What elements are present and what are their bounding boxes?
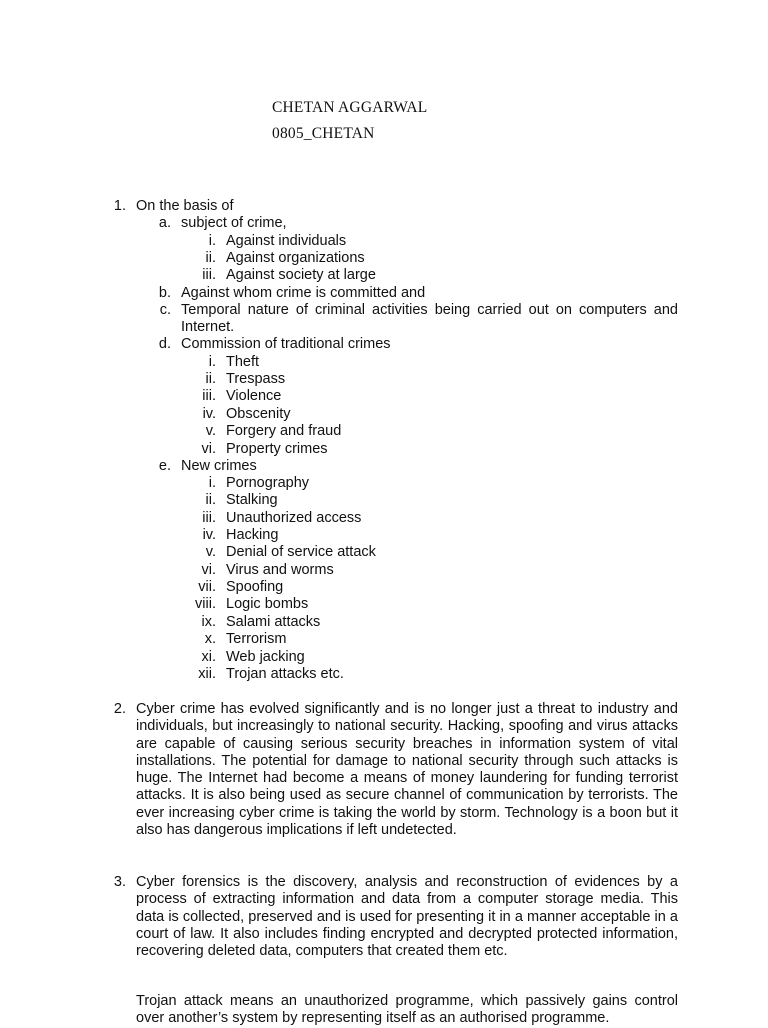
roman-marker: ii. <box>205 371 216 387</box>
list-item: Stalking <box>226 492 278 508</box>
roman-marker: iv. <box>202 527 216 543</box>
sub-marker-b: b. <box>158 285 171 301</box>
list-item: Violence <box>226 388 282 404</box>
list-item: Against society at large <box>226 267 376 283</box>
author-name: CHETAN AGGARWAL <box>272 99 428 116</box>
sub-item-c-continued: Internet. <box>181 319 235 335</box>
list-number-1: 1. <box>113 198 126 214</box>
roman-marker: v. <box>205 544 216 560</box>
list-item: Pornography <box>226 475 310 491</box>
list-item: Web jacking <box>226 649 305 665</box>
list-item: Forgery and fraud <box>226 423 342 439</box>
list-item: Obscenity <box>226 406 291 422</box>
roman-marker: vii. <box>198 579 216 595</box>
roman-marker: v. <box>205 423 216 439</box>
list-item: Property crimes <box>226 441 328 457</box>
list-number-2: 2. <box>113 701 126 717</box>
roman-marker: iii. <box>202 267 216 283</box>
roman-marker: iii. <box>202 510 216 526</box>
sub-item-c: Temporal nature of criminal activities being carried out on computers and <box>181 302 678 318</box>
roman-marker: ii. <box>205 250 216 266</box>
sub-item-b: Against whom crime is committed and <box>181 285 426 301</box>
roman-marker: iii. <box>202 388 216 404</box>
list-item: Against individuals <box>226 233 347 249</box>
sub-marker-c: c. <box>159 302 171 318</box>
list-item: Unauthorized access <box>226 510 362 526</box>
list-item: Trojan attacks etc. <box>226 666 344 682</box>
list-item: Against organizations <box>226 250 365 266</box>
paragraph-trojan-attack: Trojan attack means an unauthorized programme, which passively gains control over another’s system by representing itself as an authorised programme. <box>136 993 678 1027</box>
roman-marker: x. <box>204 631 216 647</box>
roman-marker: xii. <box>198 666 216 682</box>
roman-marker: iv. <box>202 406 216 422</box>
list-item: Spoofing <box>226 579 284 595</box>
paragraph-cyber-crime: Cyber crime has evolved significantly and is no longer just a threat to industry and individuals, but increasingly to national security. Hacking, spoofing and virus attacks are capable of causing serious security breaches in information system of vital installations. The potential for damage to national security through such attacks is huge. The Internet had become a means of money laundering for funding terrorist attacks. It is also being used as secure channel of communication by terrorists. The ever increasing cyber crime is taking the world by storm. Technology is a boon but it also has dangerous implications if left undetected. <box>136 701 678 839</box>
list-item: Terrorism <box>226 631 287 647</box>
roman-marker: vi. <box>201 441 216 457</box>
list-number-3: 3. <box>113 874 126 890</box>
list-item: Virus and worms <box>226 562 334 578</box>
roman-marker: xi. <box>201 649 216 665</box>
list-item: Salami attacks <box>226 614 321 630</box>
sub-marker-d: d. <box>158 336 171 352</box>
sub-marker-a: a. <box>158 215 171 231</box>
roman-marker: ix. <box>201 614 216 630</box>
list-item-1-text: On the basis of <box>136 198 234 214</box>
list-item: Denial of service attack <box>226 544 376 560</box>
list-item: Logic bombs <box>226 596 309 612</box>
list-item: Hacking <box>226 527 279 543</box>
sub-item-e: New crimes <box>181 458 257 474</box>
list-item: Trespass <box>226 371 286 387</box>
roman-marker: i. <box>208 475 216 491</box>
sub-item-a: subject of crime, <box>181 215 287 231</box>
roman-marker: vi. <box>201 562 216 578</box>
roman-marker: viii. <box>195 596 216 612</box>
author-id: 0805_CHETAN <box>272 125 375 142</box>
list-item: Theft <box>226 354 260 370</box>
roman-marker: i. <box>208 354 216 370</box>
paragraph-cyber-forensics: Cyber forensics is the discovery, analysis and reconstruction of evidences by a process of extracting information and data from a computer storage media. This data is collected, preserved and is used for presenting it in a manner acceptable in a court of law. It also includes finding encrypted and decrypted protected information, recovering deleted data, computers that created them etc. <box>136 874 678 960</box>
sub-marker-e: e. <box>158 458 171 474</box>
roman-marker: i. <box>208 233 216 249</box>
roman-marker: ii. <box>205 492 216 508</box>
document-header <box>272 95 427 147</box>
sub-item-d: Commission of traditional crimes <box>181 336 391 352</box>
